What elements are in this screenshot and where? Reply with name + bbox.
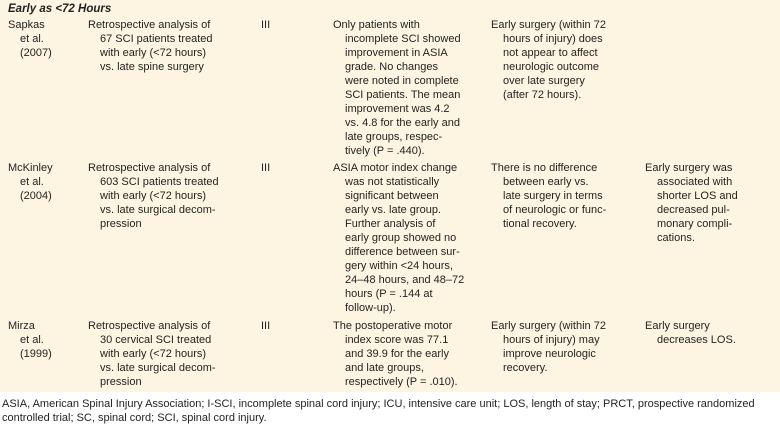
study-cell: Sapkas et al. (2007)	[8, 19, 52, 59]
level-cell: III	[261, 320, 271, 332]
study-cell: Mirza et al. (1999)	[8, 320, 52, 360]
section-title: Early as <72 Hours	[8, 3, 112, 15]
notes-cell: Early surgery decreases LOS.	[645, 320, 736, 346]
level-cell: III	[261, 162, 271, 174]
level-cell: III	[261, 19, 271, 31]
study-cell: McKinley et al. (2004)	[8, 162, 53, 202]
notes-cell: Early surgery was associated with shorter LOS and decreased pul- monary compli- cations.	[645, 162, 738, 244]
conclusion-cell: Early surgery (within 72 hours of injury) may improve neurologic recovery.	[491, 320, 606, 374]
design-cell: Retrospective analysis of 67 SCI patients treated with early (<72 hours) vs. late spine surgery	[88, 19, 213, 73]
results-cell: ASIA motor index change was not statistically significant between early vs. late group. Further analysis of early group showed no difference between sur- gery within <24 hours, 24–48 hours, and 48–72 hours (P = .144 at follow-up).	[333, 162, 465, 314]
footnote: ASIA, American Spinal Injury Association; I-SCI, incomplete spinal cord injury; ICU, intensive care unit; LOS, length of stay; PRCT, prospective randomized controlled trial; SC, spinal cord; SCI, spinal cord injury.	[2, 398, 755, 424]
results-cell: The postoperative motor index score was 77.1 and 39.9 for the early and late groups, respectively (P = .010).	[333, 320, 458, 388]
design-cell: Retrospective analysis of 603 SCI patients treated with early (<72 hours) vs. late surgical decom- pression	[88, 162, 219, 230]
results-cell: Only patients with incomplete SCI showed improvement in ASIA grade. No changes were noted in complete SCI patients. The mean improvement was 4.2 vs. 4.8 for the early and late groups, respec- tively (P = .440).	[333, 19, 461, 157]
conclusion-cell: Early surgery (within 72 hours of injury) does not appear to affect neurologic outcome over late surgery (after 72 hours).	[491, 19, 606, 101]
design-cell: Retrospective analysis of 30 cervical SCI treated with early (<72 hours) vs. late surgical decom- pression	[88, 320, 216, 388]
conclusion-cell: There is no difference between early vs. late surgery in terms of neurologic or func- tional recovery.	[491, 162, 607, 230]
